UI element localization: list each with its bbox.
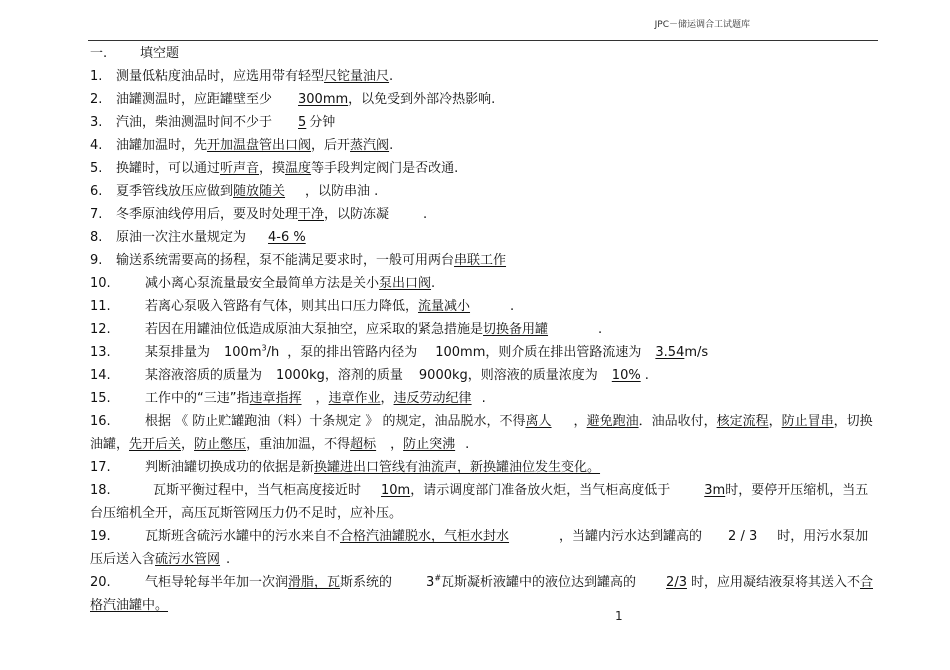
question-7: 7. 冬季原油线停用后，要及时处理干净，以防冻凝 . <box>90 207 428 222</box>
header-title: JPC－储运调合工试题库 <box>654 20 750 30</box>
question-12: 12. 若因在用罐油位低造成原油大泵抽空，应采取的紧急措施是切换备用罐 . <box>90 322 603 337</box>
question-18: 18. 瓦斯平衡过程中，当气柜高度接近时 10m，请示调度部门准备放火炬，当气柜高度低于 3m时，要停开压缩机，当五台压缩机全开，高压瓦斯管网压力仍不足时，应补压。 <box>90 483 869 521</box>
question-2: 2. 油罐测温时，应距罐壁至少 300mm，以免受到外部冷热影响. <box>90 92 496 107</box>
page-number: 1 <box>615 609 623 623</box>
section-heading: 一. 填空题 <box>90 46 180 61</box>
page-header <box>0 0 950 42</box>
question-10: 10. 减小离心泵流量最安全最简单方法是关小泵出口阀. <box>90 276 436 291</box>
question-list <box>90 42 880 617</box>
question-13: 13. 某泵排量为 $100m^3/h$ ，泵的排出管路内径为 100mm，则介质在排出管路流速为 3.54m/s <box>90 343 709 360</box>
question-4: 4. 油罐加温时，先开加温盘管出口阀，后开蒸汽阀. <box>90 138 394 153</box>
question-20: 20. 气柜导轮每半年加一次润滑脂，瓦斯系统的 3#瓦斯凝析液罐中的液位达到罐高的 2/3 时，应用凝结液泵将其送入不合格汽油罐中。 <box>90 573 873 613</box>
question-14: 14. 某溶液溶质的质量为 1000kg，溶剂的质量 9000kg，则溶液的质量浓度为 10% . <box>90 368 649 383</box>
question-17: 17. 判断油罐切换成功的依据是新换罐进出口管线有油流声，新换罐油位发生变化。 <box>90 460 601 475</box>
question-9: 9. 输送系统需要高的扬程，泵不能满足要求时，一般可用两台串联工作 <box>90 253 507 268</box>
question-1: 1. 测量低粘度油品时，应选用带有轻型尺铊量油尺. <box>90 69 394 84</box>
question-5: 5. 换罐时，可以通过听声音，摸温度等手段判定阀门是否改通. <box>90 161 459 176</box>
question-8: 8. 原油一次注水量规定为 4-6 % <box>90 230 306 245</box>
question-15: 15. 工作中的“三违”指违章指挥 ，违章作业，违反劳动纪律 . <box>90 391 486 406</box>
question-19: 19. 瓦斯班含硫污水罐中的污水来自不合格汽油罐脱水，气柜水封水 ，当罐内污水达到罐高的 2 / 3 时，用污水泵加压后送入含硫污水管网 . <box>90 529 869 567</box>
question-11: 11. 若离心泵吸入管路有气体，则其出口压力降低，流量减小 . <box>90 299 515 314</box>
question-16: 16. 根据 《 防止贮罐跑油（料）十条规定 》 的规定，油品脱水，不得离人 ，避免跑油．油品收付，核定流程，防止冒串，切换油罐，先开后关，防止憋压，重油加温，不得超标 ，防止突沸 . <box>90 414 873 452</box>
question-3: 3. 汽油，柴油测温时间不少于 5 分钟 <box>90 115 336 130</box>
header-divider <box>88 40 878 41</box>
question-6: 6. 夏季管线放压应做到随放随关 ，以防串油 . <box>90 184 379 199</box>
